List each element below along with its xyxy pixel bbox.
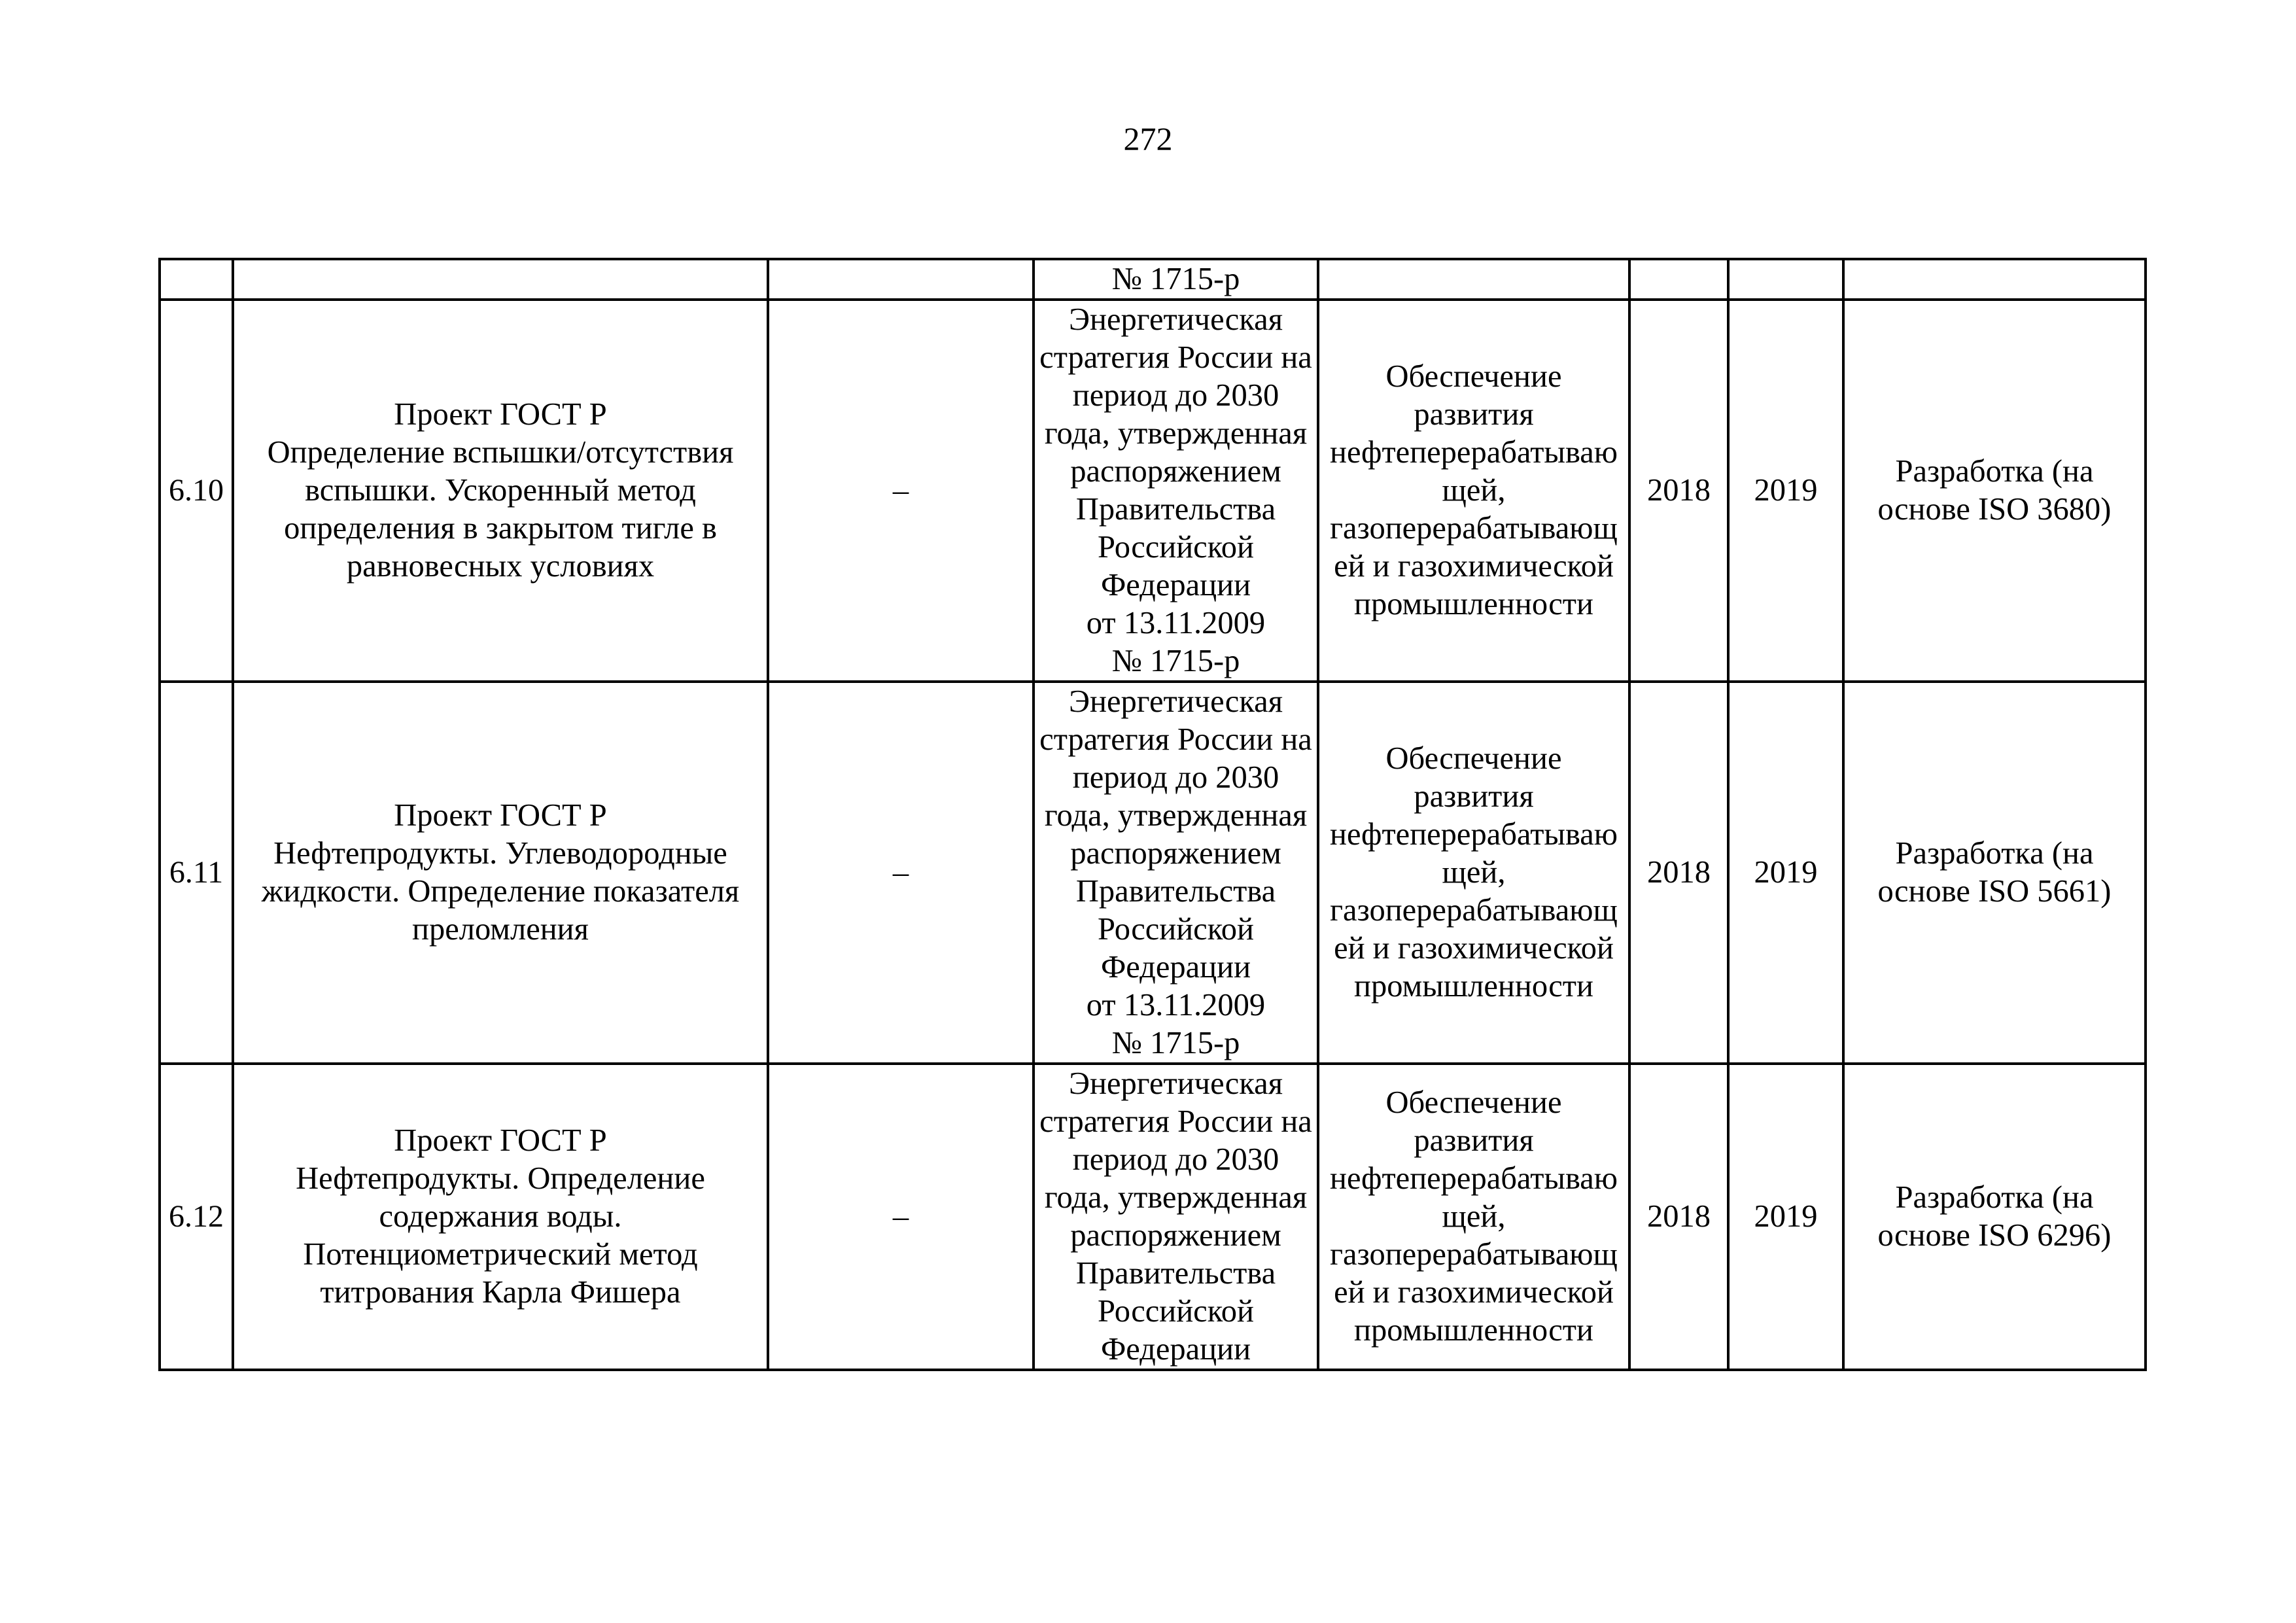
- document-line: № 1715-р: [1111, 644, 1240, 678]
- document-line: от 13.11.2009: [1086, 606, 1266, 640]
- start-year-cell: [1629, 259, 1728, 300]
- standards-plan-table: [158, 258, 2147, 1371]
- purpose-cell: Обеспечение развития нефтеперерабатываю щей, газоперерабатывающ ей и газохимической промышленности: [1318, 1064, 1629, 1370]
- table-row: [160, 300, 2146, 682]
- purpose-cell: Обеспечение развития нефтеперерабатываю щей, газоперерабатывающ ей и газохимической промышленности: [1318, 300, 1629, 682]
- document-line: Энергетическая стратегия России на период до 2030 года, утвержденная распоряжением Правительства Российской Федерации: [1039, 1066, 1312, 1367]
- document-cell: № 1715-р: [1034, 259, 1318, 300]
- start-year-cell: 2018: [1629, 1064, 1728, 1370]
- note-cell: [1843, 259, 2146, 300]
- note-cell: Разработка (на основе ISO 6296): [1843, 1064, 2146, 1370]
- document-line: Энергетическая стратегия России на период до 2030 года, утвержденная распоряжением Правительства Российской Федерации: [1039, 302, 1312, 602]
- title-line: Проект ГОСТ Р: [394, 1123, 607, 1158]
- title-cell: [233, 259, 768, 300]
- dash-cell: –: [768, 682, 1034, 1064]
- title-cell: [233, 1064, 768, 1370]
- number-cell: [160, 259, 233, 300]
- title-line: Нефтепродукты. Определение содержания воды. Потенциометрический метод титрования Карла Фишера: [296, 1161, 705, 1310]
- table-row: [160, 682, 2146, 1064]
- end-year-cell: 2019: [1728, 300, 1843, 682]
- note-cell: Разработка (на основе ISO 3680): [1843, 300, 2146, 682]
- title-line: Определение вспышки/отсутствия вспышки. Ускоренный метод определения в закрытом тигле в равновесных условиях: [267, 435, 734, 584]
- title-cell: [233, 300, 768, 682]
- note-cell: Разработка (на основе ISO 5661): [1843, 682, 2146, 1064]
- start-year-cell: 2018: [1629, 300, 1728, 682]
- document-line: Энергетическая стратегия России на период до 2030 года, утвержденная распоряжением Правительства Российской Федерации: [1039, 684, 1312, 985]
- document-cell: [1034, 300, 1318, 682]
- dash-cell: –: [768, 1064, 1034, 1370]
- dash-cell: –: [768, 300, 1034, 682]
- end-year-cell: 2019: [1728, 682, 1843, 1064]
- end-year-cell: 2019: [1728, 1064, 1843, 1370]
- title-line: Проект ГОСТ Р: [394, 397, 607, 432]
- document-line: № 1715-р: [1111, 1026, 1240, 1060]
- document-cell: [1034, 682, 1318, 1064]
- document-cell: [1034, 1064, 1318, 1370]
- page-number: 272: [1123, 120, 1173, 157]
- purpose-cell: Обеспечение развития нефтеперерабатываю щей, газоперерабатывающ ей и газохимической промышленности: [1318, 682, 1629, 1064]
- number-cell: 6.11: [160, 682, 233, 1064]
- title-line: Проект ГОСТ Р: [394, 798, 607, 833]
- number-cell: 6.10: [160, 300, 233, 682]
- title-line: Нефтепродукты. Углеводородные жидкости. Определение показателя преломления: [261, 836, 740, 947]
- table-row: [160, 1064, 2146, 1370]
- end-year-cell: [1728, 259, 1843, 300]
- dash-cell: [768, 259, 1034, 300]
- continuation-row: [160, 259, 2146, 300]
- purpose-cell: [1318, 259, 1629, 300]
- number-cell: 6.12: [160, 1064, 233, 1370]
- start-year-cell: 2018: [1629, 682, 1728, 1064]
- title-cell: [233, 682, 768, 1064]
- document-line: от 13.11.2009: [1086, 988, 1266, 1022]
